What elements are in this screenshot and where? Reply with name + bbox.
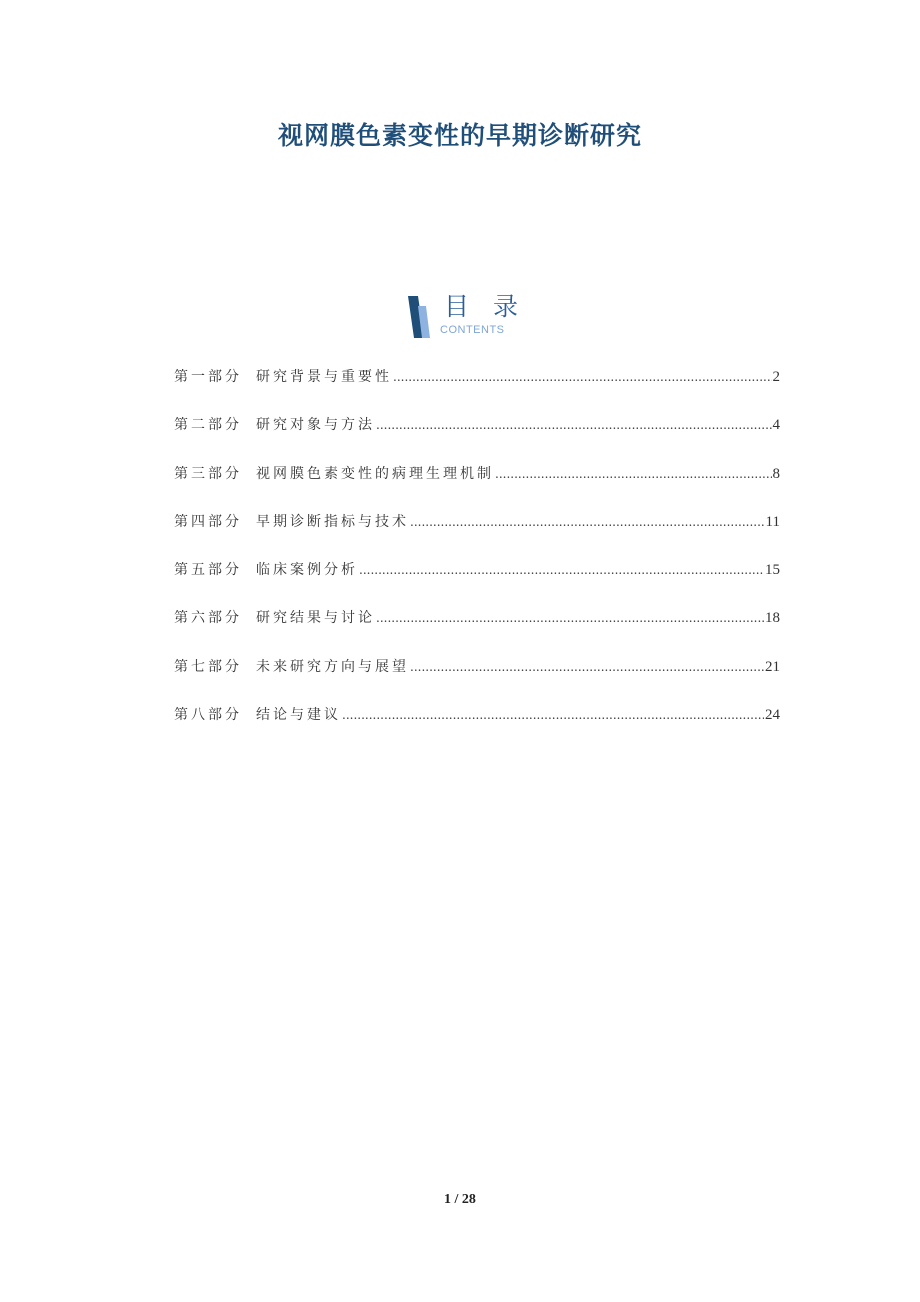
toc-entry-part: 第一部分: [174, 369, 242, 385]
toc-entry[interactable]: [174, 511, 780, 559]
toc-entry-part: 第二部分: [174, 417, 242, 434]
toc-entry-part: 第六部分: [174, 610, 242, 627]
toc-entry-part: 第七部分: [174, 658, 242, 675]
toc-entry[interactable]: [174, 656, 780, 704]
toc-list: [174, 366, 780, 752]
toc-entry-title: 研究结果与讨论: [256, 610, 375, 627]
page-number: 1 / 28: [444, 1192, 476, 1207]
toc-dot-leader: [410, 660, 764, 674]
toc-entry-part: 第四部分: [174, 513, 242, 530]
toc-header: [406, 292, 526, 340]
toc-heading: 目 录: [444, 292, 526, 321]
toc-entry[interactable]: [174, 366, 780, 414]
toc-entry-page: 18: [765, 610, 780, 627]
toc-dot-leader: [376, 418, 772, 432]
toc-dot-leader: [393, 370, 772, 384]
toc-entry-part: 第五部分: [174, 562, 242, 579]
toc-entry-title: 早期诊断指标与技术: [256, 513, 409, 530]
toc-entry[interactable]: [174, 463, 780, 511]
toc-entry[interactable]: [174, 414, 780, 462]
toc-entry[interactable]: [174, 704, 780, 752]
toc-entry-page: 24: [765, 707, 780, 724]
toc-bookmark-icon: [406, 296, 432, 338]
toc-entry-part: 第八部分: [174, 707, 242, 724]
toc-entry-title: 视网膜色素变性的病理生理机制: [256, 465, 494, 482]
toc-dot-leader: [342, 708, 764, 722]
toc-entry-title: 结论与建议: [256, 707, 341, 724]
toc-entry-title: 研究背景与重要性: [256, 369, 392, 385]
toc-entry-page: 15: [765, 562, 780, 579]
toc-entry-page: 2: [772, 369, 780, 385]
toc-entry-title: 临床案例分析: [256, 562, 358, 579]
document-title: 视网膜色素变性的早期诊断研究: [277, 121, 642, 150]
toc-entry-part: 第三部分: [174, 465, 242, 482]
toc-dot-leader: [410, 515, 765, 529]
toc-entry-page: 8: [772, 465, 780, 482]
toc-entry-title: 研究对象与方法: [256, 417, 375, 434]
toc-entry-page: 21: [765, 658, 780, 675]
toc-dot-leader: [495, 467, 772, 481]
toc-subheading: CONTENTS: [440, 324, 505, 336]
toc-dot-leader: [376, 611, 764, 625]
toc-entry[interactable]: [174, 559, 780, 607]
toc-entry-page: 11: [765, 513, 780, 530]
toc-dot-leader: [359, 563, 764, 577]
toc-entry-title: 未来研究方向与展望: [256, 658, 409, 675]
toc-entry-page: 4: [772, 417, 780, 434]
toc-entry[interactable]: [174, 607, 780, 655]
